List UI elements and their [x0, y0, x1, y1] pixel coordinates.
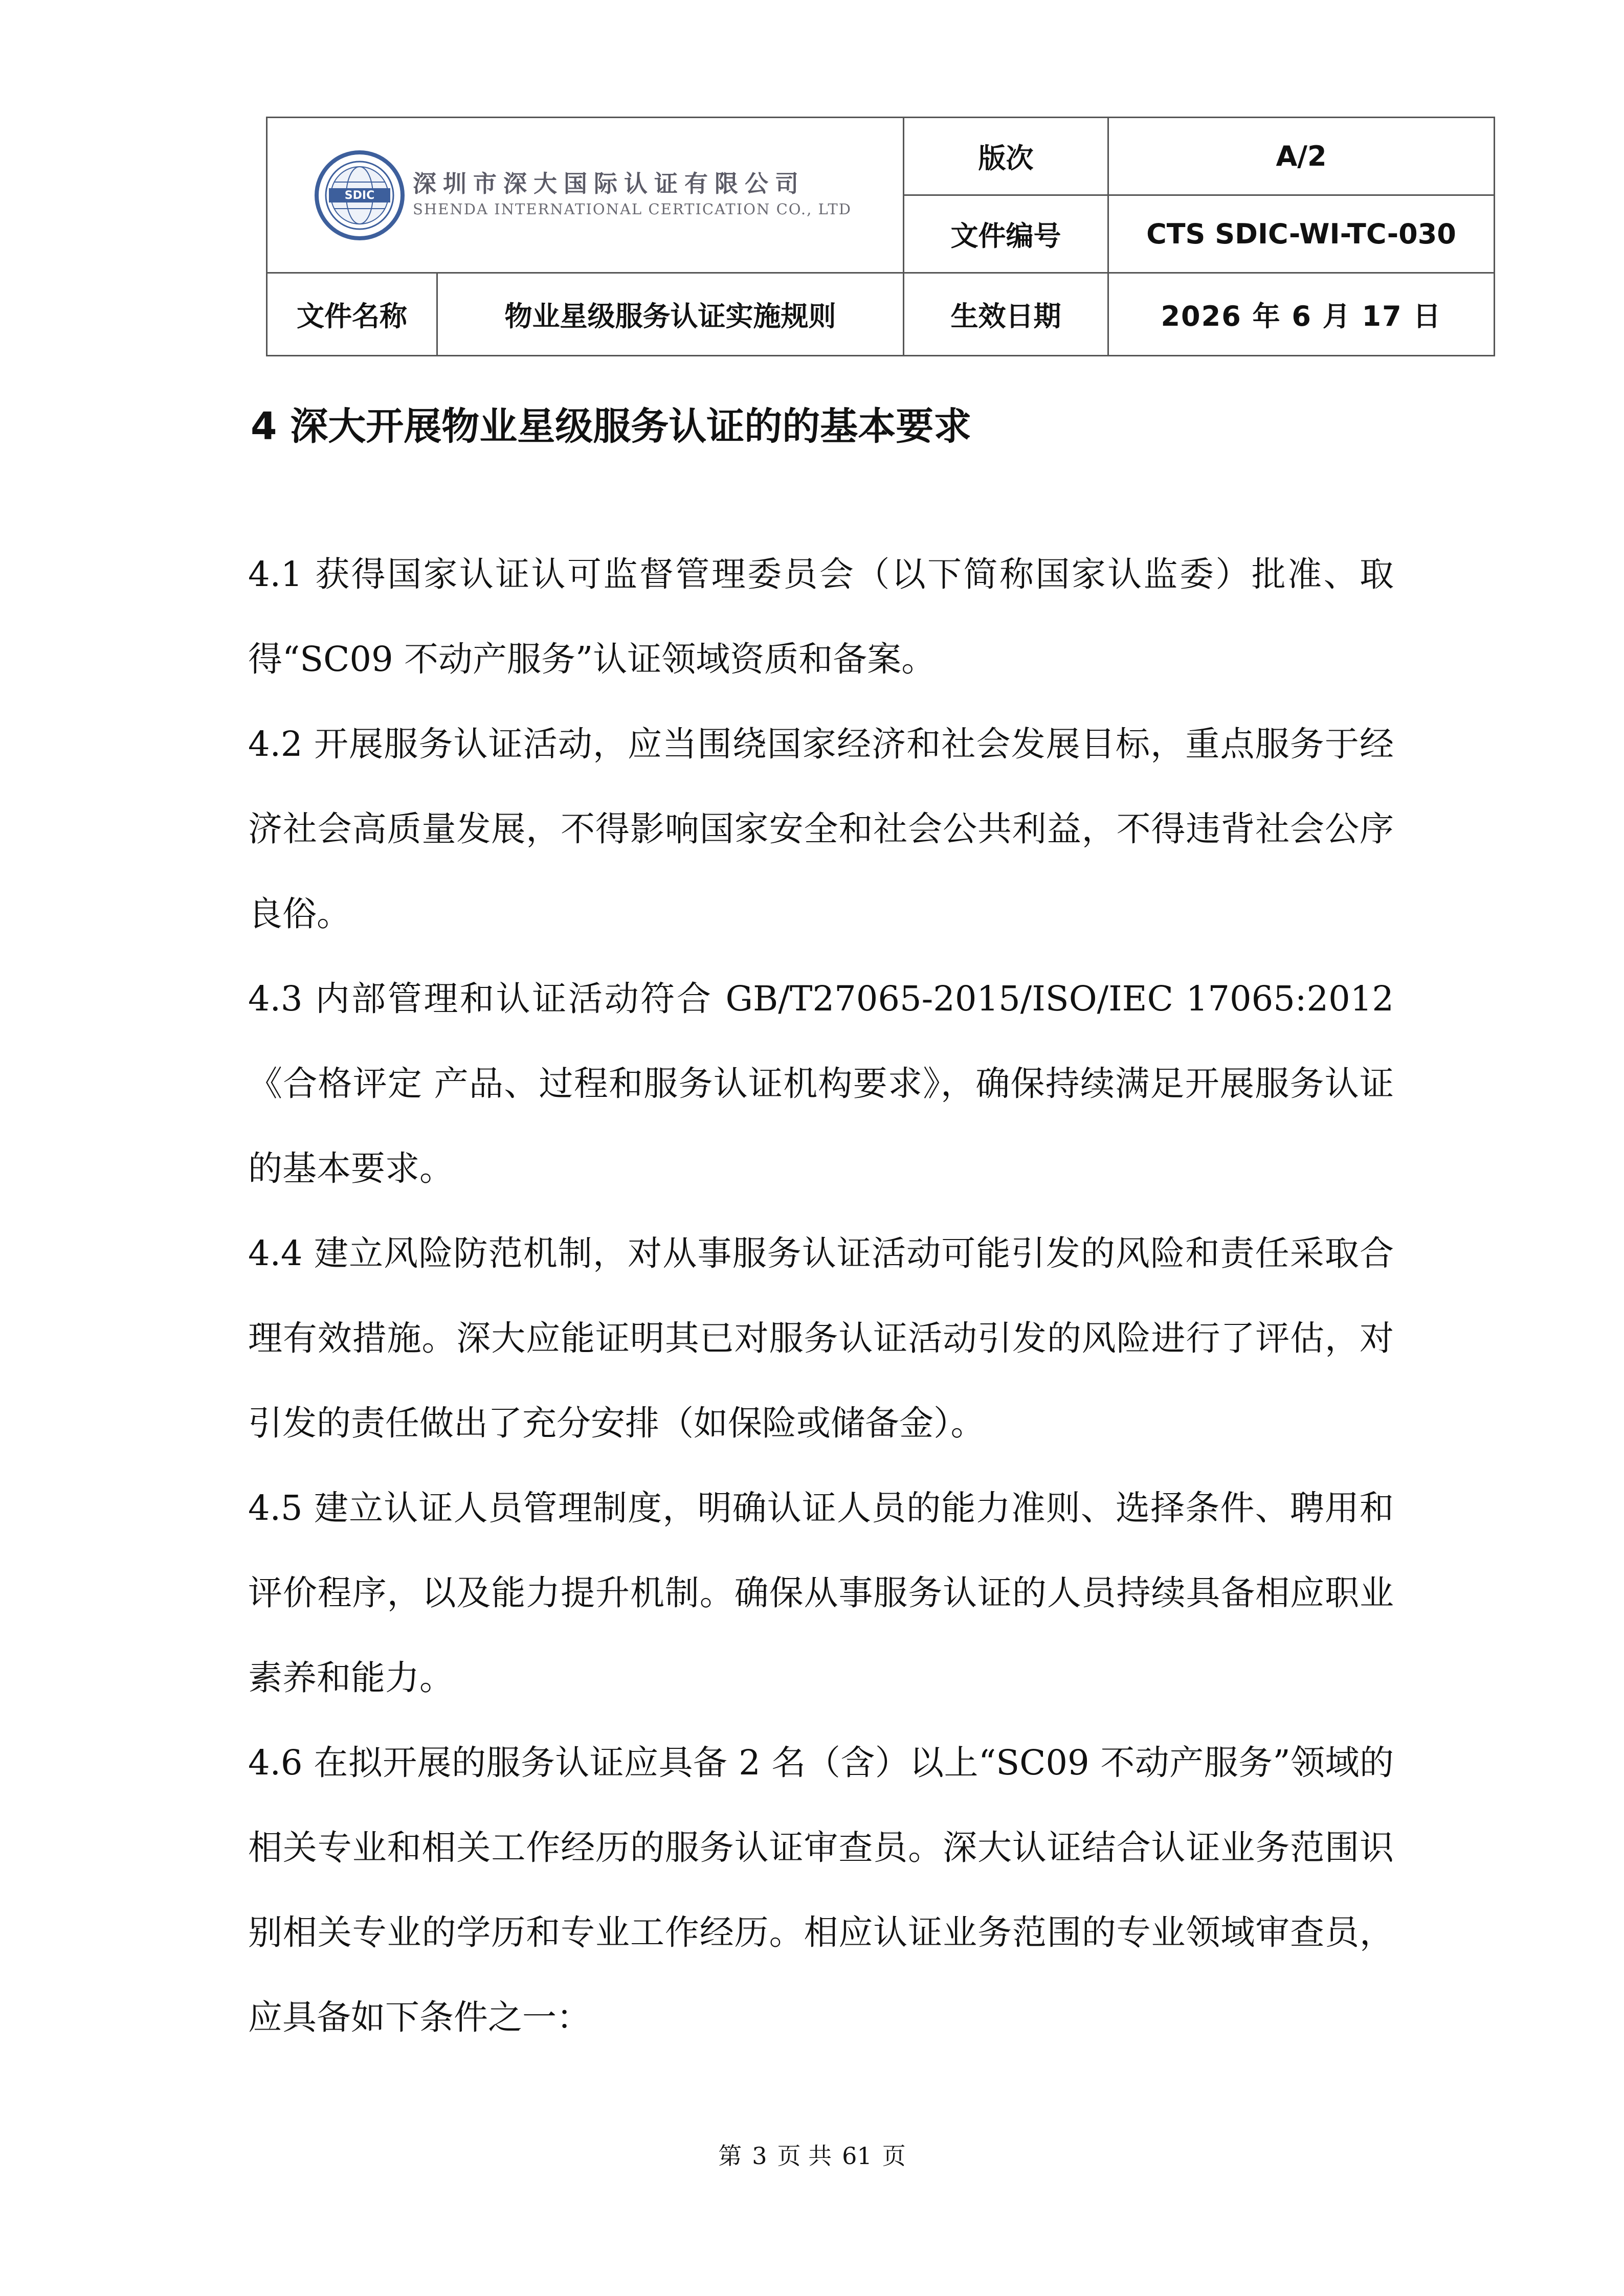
section-body — [248, 532, 1394, 2060]
version-value: A/2 — [1108, 118, 1495, 195]
version-label: 版次 — [904, 118, 1108, 195]
footer-suffix: 页 — [882, 2142, 906, 2170]
paragraph-4-4: 4.4 建立风险防范机制，对从事服务认证活动可能引发的风险和责任采取合理有效措施。深大应能证明其已对服务认证活动引发的风险进行了评估，对引发的责任做出了充分安排（如保险或储备金）。 — [248, 1233, 1394, 1443]
footer-page-number: 3 — [752, 2142, 767, 2170]
company-logo — [314, 149, 903, 241]
paragraph-4-5: 4.5 建立认证人员管理制度，明确认证人员的能力准则、选择条件、聘用和评价程序，以及能力提升机制。确保从事服务认证的人员持续具备相应职业素养和能力。 — [248, 1488, 1394, 1698]
company-name-cn: 深圳市深大国际认证有限公司 — [413, 170, 805, 198]
paragraph-4-6: 4.6 在拟开展的服务认证应具备 2 名（含）以上“SC09 不动产服务”领域的相关专业和相关工作经历的服务认证审查员。深大认证结合认证业务范围识别相关专业的学历和专业工作经历。相应认证业务范围的专业领域审查员，应具备如下条件之一： — [248, 1743, 1394, 2037]
paragraph-4-3: 4.3 内部管理和认证活动符合 GB/T27065-2015/ISO/IEC 17065:2012《合格评定 产品、过程和服务认证机构要求》，确保持续满足开展服务认证的基本要求。 — [248, 979, 1394, 1188]
doc-name-value: 物业星级服务认证实施规则 — [437, 273, 904, 356]
doc-number-value: CTS SDIC-WI-TC-030 — [1108, 195, 1495, 273]
seal-abbr-text: SDIC — [344, 189, 375, 202]
effective-date-value: 2026 年 6 月 17 日 — [1108, 273, 1495, 356]
doc-name-label: 文件名称 — [267, 273, 437, 356]
footer-total-pages: 61 — [842, 2142, 872, 2170]
company-logo-cell — [267, 118, 904, 273]
sdic-seal-icon — [314, 149, 406, 241]
company-name-en: SHENDA INTERNATIONAL CERTICATION CO., LTD — [413, 200, 852, 218]
section-heading: 4 深大开展物业星级服务认证的的基本要求 — [251, 404, 972, 448]
effective-date-label: 生效日期 — [904, 273, 1108, 356]
footer-middle: 页 共 — [777, 2142, 832, 2170]
document-header-table — [266, 117, 1495, 356]
footer-prefix: 第 — [718, 2142, 742, 2170]
paragraph-4-1: 4.1 获得国家认证认可监督管理委员会（以下简称国家认监委）批准、取得“SC09 不动产服务”认证领域资质和备案。 — [248, 554, 1394, 679]
doc-number-label: 文件编号 — [904, 195, 1108, 273]
paragraph-4-2: 4.2 开展服务认证活动，应当围绕国家经济和社会发展目标，重点服务于经济社会高质量发展，不得影响国家安全和社会公共利益，不得违背社会公序良俗。 — [248, 724, 1394, 934]
page-footer — [0, 2137, 1624, 2171]
